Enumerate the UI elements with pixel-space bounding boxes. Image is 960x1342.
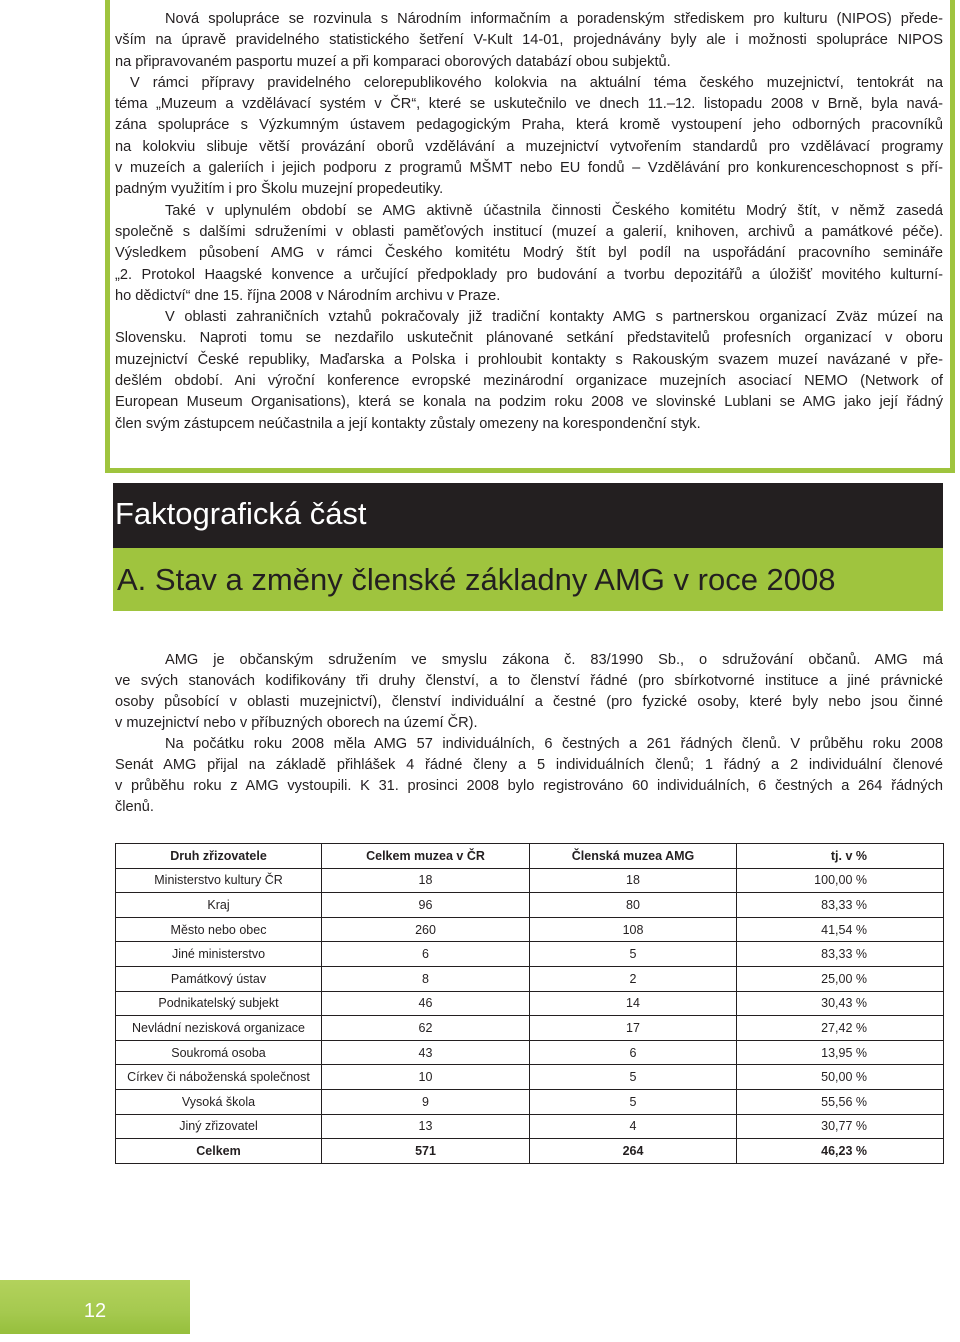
table-cell: 5 bbox=[530, 1065, 737, 1090]
table-cell: 46 bbox=[322, 991, 530, 1016]
table-row bbox=[116, 1065, 944, 1090]
table-row bbox=[116, 893, 944, 918]
table-row bbox=[116, 1089, 944, 1114]
table-cell: Kraj bbox=[116, 893, 322, 918]
subsection-heading: A. Stav a změny členské základny AMG v roce 2008 bbox=[113, 548, 943, 611]
intro-paragraph bbox=[115, 307, 943, 435]
table-cell: 46,23 % bbox=[737, 1139, 944, 1164]
table-cell: Jiný zřizovatel bbox=[116, 1114, 322, 1139]
paragraph-line: vším na úpravě pravidelného statistického šetření V-Kult 14-01, projednávány byly ale i možnosti spolupráce NIPOS bbox=[115, 32, 943, 49]
table-row bbox=[116, 1016, 944, 1041]
table-header-cell: Celkem muzea v ČR bbox=[322, 844, 530, 869]
page-number-tab bbox=[0, 1280, 190, 1334]
paragraph-line: členů. bbox=[115, 799, 154, 815]
paragraph-line: dešlém období. Ani výroční konference evropské mezinárodní organizace muzejních asociací NEMO (Network of bbox=[115, 373, 943, 390]
table-cell: 96 bbox=[322, 893, 530, 918]
table-cell: 108 bbox=[530, 917, 737, 942]
table-cell: Jiné ministerstvo bbox=[116, 942, 322, 967]
table-cell: 43 bbox=[322, 1040, 530, 1065]
table-cell: 18 bbox=[530, 868, 737, 893]
table-cell: 100,00 % bbox=[737, 868, 944, 893]
table-cell: 260 bbox=[322, 917, 530, 942]
table-cell: 4 bbox=[530, 1114, 737, 1139]
table-cell: Město nebo obec bbox=[116, 917, 322, 942]
body-paragraph bbox=[115, 650, 943, 734]
paragraph-line: Výsledkem působení AMG v rámci Českého komitétu Modrý štít byl podíl na uspořádání pracovního semináře bbox=[115, 245, 943, 262]
paragraph-line: V oblasti zahraničních vztahů pokračovaly již tradiční kontakty AMG s partnerskou organizací Zväz múzeí na bbox=[165, 309, 943, 326]
paragraph-line: padným využitím i pro Školu muzejní propedeutiky. bbox=[115, 181, 444, 198]
table-cell: 8 bbox=[322, 966, 530, 991]
table-cell: Nevládní nezisková organizace bbox=[116, 1016, 322, 1041]
table-row bbox=[116, 966, 944, 991]
paragraph-line: AMG je občanským sdružením ve smyslu zákona č. 83/1990 Sb., o sdružování občanů. AMG má bbox=[165, 652, 943, 668]
table-cell: 62 bbox=[322, 1016, 530, 1041]
intro-paragraph bbox=[115, 201, 943, 307]
paragraph-line: V rámci přípravy pravidelného celorepublikového kolokvia na aktuální téma českého muzejnictví, tentokrát na bbox=[130, 74, 943, 91]
table-cell: 25,00 % bbox=[737, 966, 944, 991]
table-cell: Vysoká škola bbox=[116, 1089, 322, 1114]
paragraph-line: European Museum Organisations), která se konala na podzim roku 2008 ve slovinské Lublani se AMG jako její řádný bbox=[115, 394, 943, 411]
intro-paragraph bbox=[115, 73, 943, 201]
table-cell: 5 bbox=[530, 1089, 737, 1114]
paragraph-line: na kolokviu slibuje větší provázání oborů vzdělávání a muzejnictví vytvořením standardů pro vzdělávací programy bbox=[115, 138, 943, 155]
table-header-cell: Druh zřizovatele bbox=[116, 844, 322, 869]
paragraph-line: muzejnictví České republiky, Maďarska a Polska i prohloubit kontakty s Rakouským svazem muzeí navázané v pře- bbox=[115, 351, 943, 368]
table-row bbox=[116, 942, 944, 967]
body-text-block bbox=[115, 650, 943, 818]
table-cell: Celkem bbox=[116, 1139, 322, 1164]
table-cell: 264 bbox=[530, 1139, 737, 1164]
table-header-cell: tj. v % bbox=[737, 844, 944, 869]
table-row bbox=[116, 917, 944, 942]
paragraph-line: zána spolupráce s Výzkumným ústavem pedagogickým Praha, která kromě vystoupení jeho odborných pracovníků bbox=[115, 117, 943, 134]
table-cell: 17 bbox=[530, 1016, 737, 1041]
table-cell: 2 bbox=[530, 966, 737, 991]
paragraph-line: ve svých stanovách kodifikovány tři druhy členství, a to členství řádné (pro sbírkotvorné instituce a jiné právnické bbox=[115, 673, 943, 689]
table-cell: Podnikatelský subjekt bbox=[116, 991, 322, 1016]
table-cell: 10 bbox=[322, 1065, 530, 1090]
intro-paragraph bbox=[115, 9, 943, 73]
table-total-row bbox=[116, 1139, 944, 1164]
table-cell: 5 bbox=[530, 942, 737, 967]
paragraph-line: osoby působící v oblasti muzejnictví), členství individuální a čestné (pro fyzické osoby, které byly nebo jsou činné bbox=[115, 694, 943, 710]
table-cell: 55,56 % bbox=[737, 1089, 944, 1114]
table-row bbox=[116, 991, 944, 1016]
table-cell: 80 bbox=[530, 893, 737, 918]
paragraph-line: Senát AMG přijal na základě přihlášek 4 řádné členy a 5 individuálních členů; 1 řádný a 2 individuální členové bbox=[115, 757, 943, 773]
table-cell: 9 bbox=[322, 1089, 530, 1114]
paragraph-line: na připravovaném pasportu muzeí a při komparaci oborových databází obou subjektů. bbox=[115, 53, 671, 70]
paragraph-line: v muzeích a galeriích i jejich podporu z programů MŠMT nebo EU fondů – Vzdělávání pro konkurenceschopnost s pří- bbox=[115, 160, 943, 177]
table-row bbox=[116, 868, 944, 893]
table-cell: 13,95 % bbox=[737, 1040, 944, 1065]
table-cell: 6 bbox=[322, 942, 530, 967]
table-header-cell: Členská muzea AMG bbox=[530, 844, 737, 869]
membership-table bbox=[115, 843, 944, 1164]
table-cell: Církev či náboženská společnost bbox=[116, 1065, 322, 1090]
paragraph-line: v muzejnictví nebo v příbuzných oborech na území ČR). bbox=[115, 715, 478, 731]
table-cell: 41,54 % bbox=[737, 917, 944, 942]
table-cell: 6 bbox=[530, 1040, 737, 1065]
table-cell: Památkový ústav bbox=[116, 966, 322, 991]
paragraph-line: společně s dalšími sdruženími v oblasti paměťových institucí (muzeí a galerií, knihoven, archivů a památkové péče). bbox=[115, 223, 943, 240]
page-number: 12 bbox=[83, 1300, 107, 1322]
table-cell: 18 bbox=[322, 868, 530, 893]
table-cell: 30,77 % bbox=[737, 1114, 944, 1139]
table-cell: 571 bbox=[322, 1139, 530, 1164]
body-paragraph bbox=[115, 734, 943, 818]
table-cell: 30,43 % bbox=[737, 991, 944, 1016]
table-cell: Soukromá osoba bbox=[116, 1040, 322, 1065]
table-cell: 50,00 % bbox=[737, 1065, 944, 1090]
paragraph-line: Na počátku roku 2008 měla AMG 57 individuálních, 6 čestných a 261 řádných členů. V průběhu roku 2008 bbox=[165, 736, 943, 752]
table-cell: Ministerstvo kultury ČR bbox=[116, 868, 322, 893]
paragraph-line: téma „Muzeum a vzdělávací systém v ČR“, které se uskutečnilo ve dnech 11.–12. listopadu 2008 v Brně, byla navá- bbox=[115, 96, 943, 113]
paragraph-line: ho dědictví“ dne 15. října 2008 v Národním archivu v Praze. bbox=[115, 287, 501, 304]
table-cell: 27,42 % bbox=[737, 1016, 944, 1041]
table-row bbox=[116, 1114, 944, 1139]
table-header-row bbox=[116, 844, 944, 869]
table-cell: 13 bbox=[322, 1114, 530, 1139]
paragraph-line: člen svým zástupcem neúčastnila a její kontakty zůstaly omezeny na korespondenční styk. bbox=[115, 415, 701, 432]
paragraph-line: „2. Protokol Haagské konvence a určující předpoklady pro budování a tvorbu depozitářů a úložišť movitého kulturní- bbox=[115, 266, 943, 283]
table-cell: 83,33 % bbox=[737, 893, 944, 918]
table-row bbox=[116, 1040, 944, 1065]
intro-text-block bbox=[115, 9, 943, 435]
table-cell: 14 bbox=[530, 991, 737, 1016]
paragraph-line: Slovensku. Naproti tomu se nezdařilo uskutečnit plánované setkání představitelů profesních organizací v oboru bbox=[115, 330, 943, 347]
table-cell: 83,33 % bbox=[737, 942, 944, 967]
section-heading: Faktografická část bbox=[113, 483, 943, 548]
paragraph-line: v průběhu roku z AMG vystoupili. K 31. prosinci 2008 bylo registrováno 60 individuálních, 6 čestných a 264 řádných bbox=[115, 778, 943, 794]
paragraph-line: Nová spolupráce se rozvinula s Národním informačním a poradenským střediskem pro kulturu (NIPOS) přede- bbox=[165, 11, 943, 27]
paragraph-line: Také v uplynulém období se AMG aktivně účastnila činnosti Českého komitétu Modrý štít, v němž zasedá bbox=[165, 202, 943, 219]
